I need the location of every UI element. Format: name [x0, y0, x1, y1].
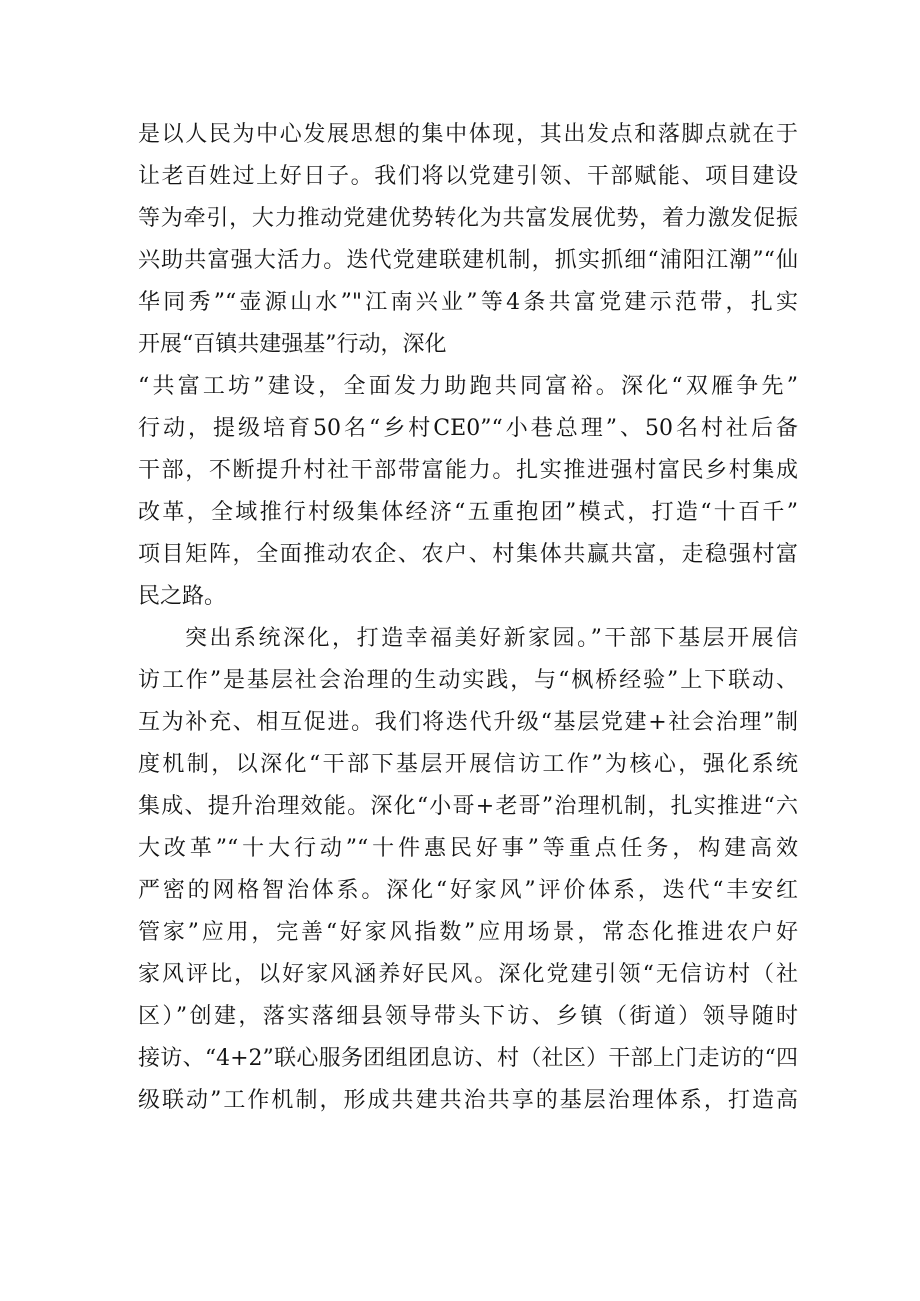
paragraph-1-line-1: 是以人民为中心发展思想的集中体现，其出发点和落脚点就在于: [138, 122, 798, 147]
paragraph-2-line-4: 度机制，以深化“干部下基层开展信访工作”为核心，强化系统: [138, 752, 798, 777]
paragraph-1-line-11: 项目矩阵，全面推动农企、农户、村集体共赢共富，走稳强村富: [138, 542, 798, 567]
paragraph-1-line-12: 民之路。: [138, 584, 227, 609]
paragraph-1-line-4: 兴助共富强大活力。迭代党建联建机制，抓实抓细“浦阳江潮”“仙: [138, 248, 798, 273]
paragraph-2-line-7: 严密的网格智治体系。深化“好家风”评价体系，迭代“丰安红: [138, 878, 798, 903]
paragraph-1-line-5: 华同秀”“壶源山水”"江南兴业”等4条共富党建示范带，扎实: [138, 290, 798, 315]
paragraph-2-line-1: 突出系统深化，打造幸福美好新家园。”干部下基层开展信: [185, 626, 798, 651]
paragraph-2-line-3: 互为补充、相互促进。我们将迭代升级“基层党建+社会治理”制: [138, 710, 798, 735]
paragraph-1-line-9: 干部，不断提升村社干部带富能力。扎实推进强村富民乡村集成: [138, 458, 798, 483]
paragraph-1-line-6: 开展“百镇共建强基”行动，深化: [138, 332, 447, 357]
paragraph-2-line-10: 区）”创建，落实落细县领导带头下访、乡镇（街道）领导随时: [138, 1004, 798, 1029]
paragraph-2-line-6: 大改革”“十大行动”“十件惠民好事”等重点任务，构建高效: [138, 836, 798, 861]
paragraph-1-line-10: 改革，全域推行村级集体经济“五重抱团”模式，打造“十百千”: [138, 500, 798, 525]
paragraph-2-line-9: 家风评比，以好家风涵养好民风。深化党建引领“无信访村（社: [138, 962, 798, 987]
paragraph-2-line-12: 级联动”工作机制，形成共建共治共享的基层治理体系，打造高: [138, 1088, 798, 1113]
paragraph-1-line-3: 等为牵引，大力推动党建优势转化为共富发展优势，着力激发促振: [138, 206, 798, 231]
paragraph-2-line-5: 集成、提升治理效能。深化“小哥+老哥”治理机制，扎实推进“六: [138, 794, 798, 819]
paragraph-1-line-2: 让老百姓过上好日子。我们将以党建引领、干部赋能、项目建设: [138, 164, 798, 189]
paragraph-2-line-2: 访工作”是基层社会治理的生动实践，与“枫桥经验”上下联动、: [138, 668, 798, 693]
paragraph-1-line-8: 行动，提级培育50名“乡村CE0”“小巷总理”、50名村社后备: [138, 416, 798, 441]
paragraph-2-line-11: 接访、“4+2”联心服务团组团息访、村（社区）干部上门走访的“四: [138, 1046, 798, 1071]
paragraph-1-line-7: “共富工坊”建设，全面发力助跑共同富裕。深化“双雁争先”: [138, 374, 798, 399]
paragraph-2-line-8: 管家”应用，完善“好家风指数”应用场景，常态化推进农户好: [138, 920, 798, 945]
